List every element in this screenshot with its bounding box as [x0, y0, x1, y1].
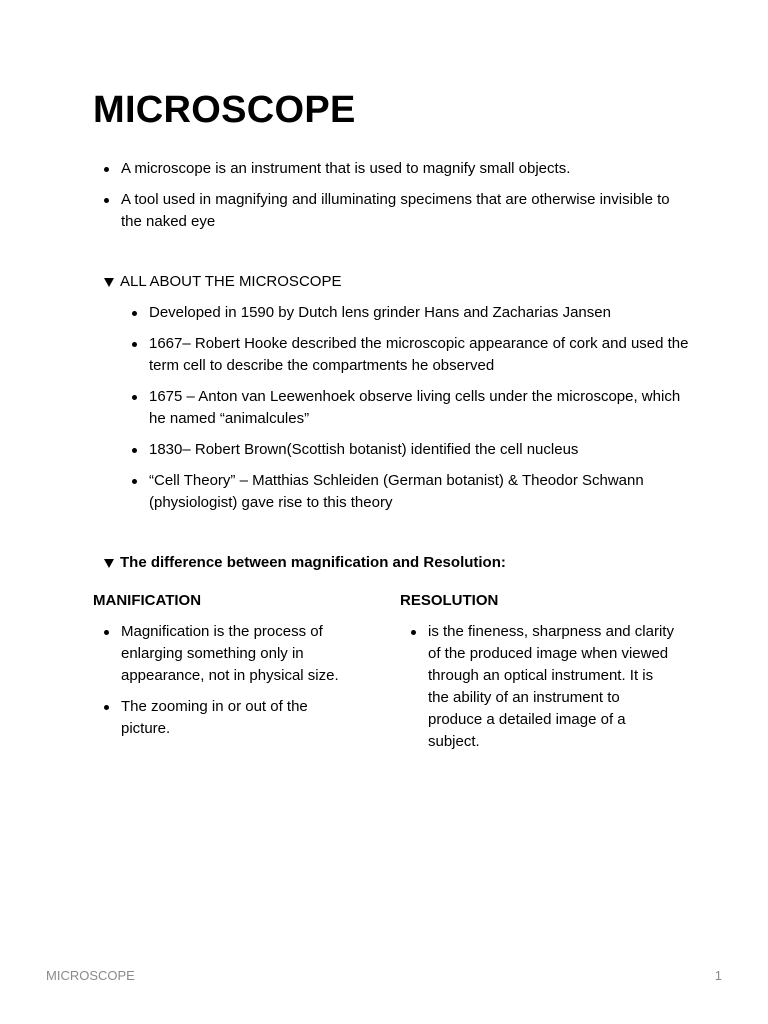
list-item: [149, 302, 689, 324]
toggle-heading-about[interactable]: [104, 271, 341, 293]
magnification-bullet-list: [121, 621, 361, 749]
list-item-text: 1675 – Anton van Leewenhoek observe living cells under the microscope, which he named “animalcules”: [149, 388, 681, 427]
bullet-dot-icon: [132, 479, 137, 484]
list-item-text: A tool used in magnifying and illuminating specimens that are otherwise invisible to the naked eye: [121, 191, 670, 230]
bullet-dot-icon: [132, 342, 137, 347]
footer-document-title: MICROSCOPE: [46, 968, 135, 983]
list-item: [428, 621, 678, 753]
list-item: [121, 158, 681, 180]
list-item-text: Developed in 1590 by Dutch lens grinder Hans and Zacharias Jansen: [149, 304, 611, 321]
resolution-column-heading: RESOLUTION: [400, 592, 499, 609]
bullet-dot-icon: [132, 311, 137, 316]
magnification-column-heading: MANIFICATION: [93, 592, 202, 609]
bullet-dot-icon: [411, 630, 416, 635]
page-title: MICROSCOPE: [93, 89, 356, 131]
bullet-dot-icon: [132, 395, 137, 400]
bullet-dot-icon: [104, 167, 109, 172]
list-item: [121, 696, 361, 740]
toggle-heading-label: ALL ABOUT THE MICROSCOPE: [120, 273, 342, 290]
list-item: [121, 621, 361, 687]
list-item-text: The zooming in or out of the picture.: [121, 698, 308, 737]
about-bullet-list: [149, 302, 689, 523]
bullet-dot-icon: [104, 705, 109, 710]
list-item: [121, 189, 681, 233]
list-item-text: Magnification is the process of enlarging something only in appearance, not in physical size.: [121, 623, 339, 684]
list-item-text: “Cell Theory” – Matthias Schleiden (German botanist) & Theodor Schwann (physiologist) gave rise to this theory: [149, 472, 644, 511]
intro-bullet-list: [121, 158, 681, 242]
list-item: [149, 439, 689, 461]
list-item: [149, 386, 689, 430]
bullet-dot-icon: [104, 198, 109, 203]
toggle-triangle-icon[interactable]: [104, 278, 114, 287]
list-item-text: is the fineness, sharpness and clarity of the produced image when viewed through an optical instrument. It is the ability of an instrument to produce a detailed image of a subject.: [428, 623, 674, 750]
bullet-dot-icon: [104, 630, 109, 635]
list-item-text: 1830– Robert Brown(Scottish botanist) identified the cell nucleus: [149, 441, 579, 458]
toggle-triangle-icon[interactable]: [104, 559, 114, 568]
bullet-dot-icon: [132, 448, 137, 453]
toggle-heading-difference[interactable]: [104, 552, 506, 574]
list-item-text: 1667– Robert Hooke described the microscopic appearance of cork and used the term cell to describe the compartments he observed: [149, 335, 689, 374]
toggle-heading-label: The difference between magnification and Resolution:: [120, 554, 506, 571]
list-item: [149, 333, 689, 377]
list-item-text: A microscope is an instrument that is used to magnify small objects.: [121, 160, 571, 177]
resolution-bullet-list: [428, 621, 678, 762]
list-item: [149, 470, 689, 514]
footer-page-number: 1: [714, 968, 722, 983]
